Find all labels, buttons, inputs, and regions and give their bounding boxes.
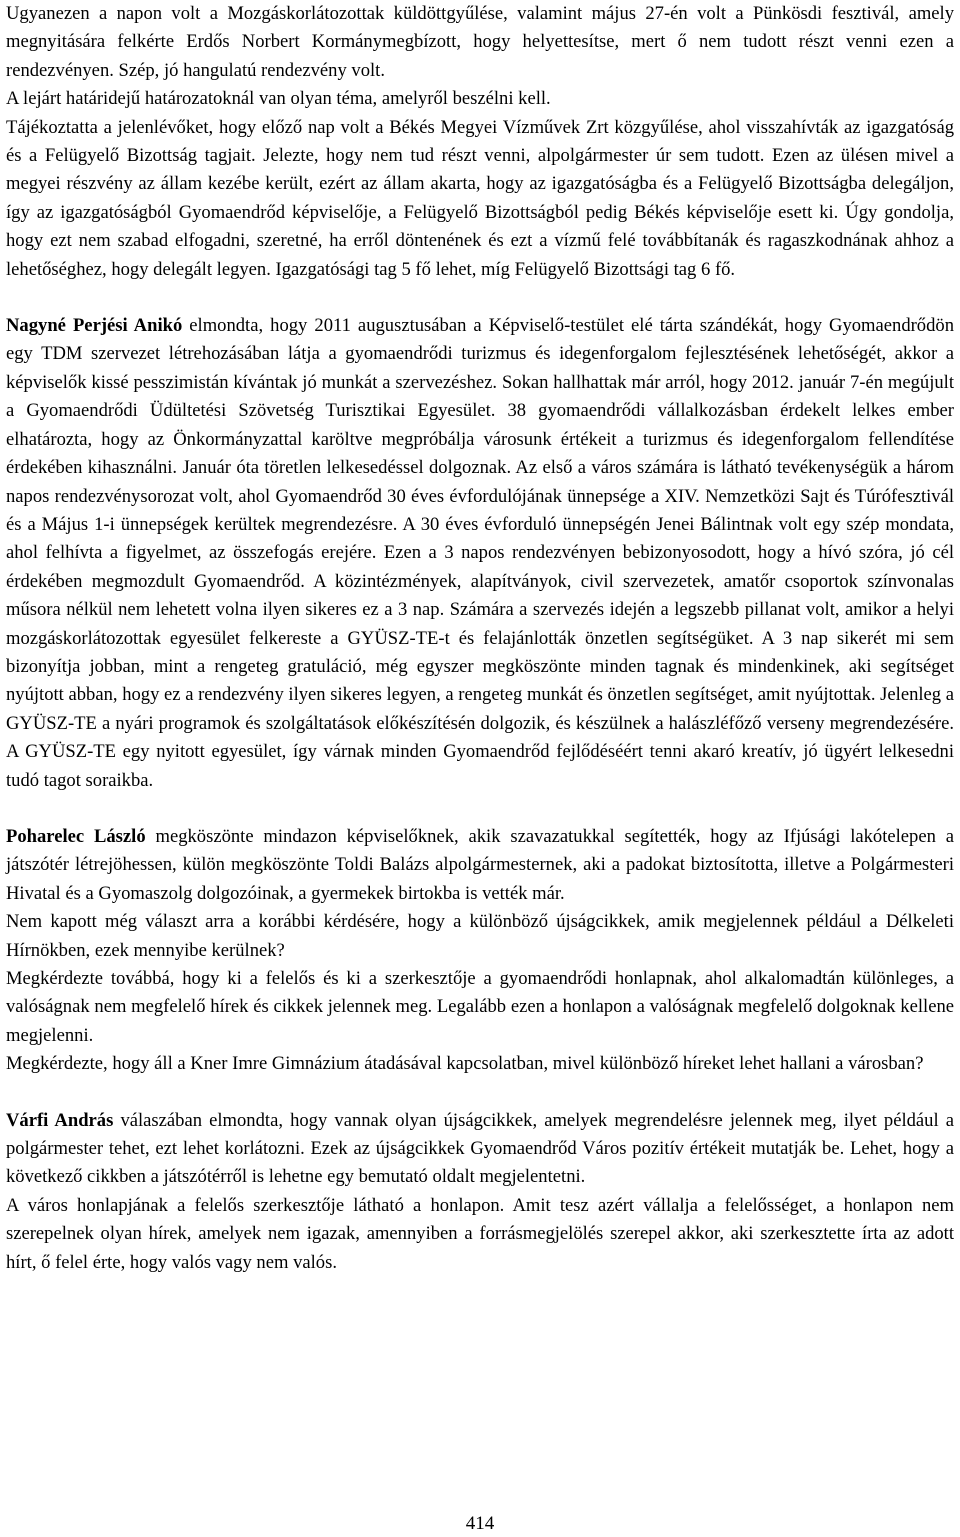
- paragraph-spacer: [6, 284, 954, 312]
- paragraph-spacer: [6, 795, 954, 823]
- paragraph-mayor-answer: [6, 1107, 954, 1192]
- paragraph-spacer: [6, 1079, 954, 1107]
- paragraph-deadlines: A lejárt határidejű határozatoknál van olyan téma, amelyről beszélni kell.: [6, 88, 551, 110]
- paragraph-gymnasium-question: Megkérdezte, hogy áll a Kner Imre Gimnázium átadásával kapcsolatban, mivel különböző híreket lehet hallani a városban?: [6, 1053, 924, 1075]
- paragraph-festival: Ugyanezen a napon volt a Mozgáskorlátozottak küldöttgyűlése, valamint május 27-én volt a Pünkösdi fesztivál, amely megnyitására felkérte Erdős Norbert Kormánymegbízott, hogy helyettesítse, mert ő nem tudott részt venni ezen a rendezvényen. Szép, jó hangulatú rendezvény volt.: [6, 3, 954, 81]
- paragraph-tourism: [6, 312, 954, 795]
- document-page: [6, 0, 954, 1277]
- paragraph-water-utility: Tájékoztatta a jelenlévőket, hogy előző nap volt a Békés Megyei Vízművek Zrt közgyűlése, ahol visszahívták az igazgatóság és a Felügyelő Bizottság tagjait. Jelezte, hogy nem tud részt venni, alpolgármester úr sem tudott. Ezen az ülésen mivel a megyei részvény az állam kezébe került, ezért az állam akarta, hogy az igazgatóságba és a Felügyelő Bizottságba delegáljon, így az igazgatóságból Gyomaendrőd képviselője, a Felügyelő Bizottságból pedig Békés képviselője esett ki. Úgy gondolja, hogy ezt nem szabad elfogadni, szeretné, ha erről döntenének és ezt a vízmű felé továbbítanák és ragaszkodnának ahhoz a lehetőséghez, hogy delegált legyen. Igazgatósági tag 5 fő lehet, míg Felügyelő Bizottsági tag 6 fő.: [6, 116, 954, 280]
- paragraph-website-editor: A város honlapjának a felelős szerkesztője látható a honlapon. Amit tesz azért vállalja a felelősséget, a honlapon nem szerepelnek olyan hírek, amelyek nem igazak, amennyiben a forrásmegjelölés szerepel akkor, aki szerkesztette írta az adott hírt, ő felel érte, hogy valós vagy nem valós.: [6, 1194, 954, 1273]
- page-number: 414: [465, 1513, 495, 1534]
- paragraph-text: elmondta, hogy 2011 augusztusában a Képviselő-testület elé tárta szándékát, hogy Gyomaendrődön egy TDM szervezet létrehozásában látja a gyomaendrődi turizmus és idegenforgalom fejlesztésének lehetőségét, akkor a képviselők kissé pesszimistán kívántak jó munkát a szervezéshez. Sokan hallhattak már arról, hogy 2012. január 7-én megújult a Gyomaendrődi Üdültetési Szövetség Turisztikai Egyesület. 38 gyomaendrődi vállalkozásban érdekelt lelkes ember elhatározta, hogy az Önkormányzattal karöltve megpróbálja városunk értékeit a turizmus és idegenforgalom fellendítése érdekében kihasználni. Január óta töretlen lelkesedéssel dolgoznak. Az első a város számára is látható tevékenységük a három napos rendezvénysorozat volt, ahol Gyomaendrőd 30 éves évfordulójának ünnepsége a XIV. Nemzetközi Sajt és Túrófesztivál és a Május 1-i ünnepségek kerültek megrendezésre. A 30 éves évforduló ünnepségén Jenei Bálintnak volt egy szép mondata, ahol felhívta a figyelmet, az összefogás erejére. Ezen a 3 napos rendezvényen bebizonyosodott, hogy a hívó szóra, jó cél érdekében megmozdult Gyomaendrőd. A közintézmények, alapítványok, civil szervezetek, amatőr csoportok színvonalas műsora nélkül nem lehetett volna ilyen sikeres ez a 3 nap. Számára a szervezés idején a legszebb pillanat volt, amikor a helyi mozgáskorlátozottak egyesület felkereste a GYÜSZ-TE-t és felajánlották önzetlen segítségüket. A 3 nap sikerét mi sem bizonyítja jobban, mint a rengeteg gratuláció, még egyszer megköszönte minden tagnak és mindenkinek, aki segítséget nyújtott abban, hogy ez a rendezvény ilyen sikeres legyen, a rengeteg munkát és önzetlen segítséget, amit nyújtottak. Jelenleg a GYÜSZ-TE a nyári programok és szolgáltatások előkészítésén dolgozik, és készülnek a halászléfőző verseny megrendezésére. A GYÜSZ-TE egy nyitott egyesület, így várnak minden Gyomaendrőd fejlődéséért tenni akaró kreatív, jó ügyért lelkesedni tudó tagot soraikba.: [6, 315, 954, 791]
- speaker-name: Nagyné Perjési Anikó: [6, 315, 183, 337]
- paragraph-newspaper-question: Nem kapott még választ arra a korábbi kérdésére, hogy a különböző újságcikkek, amik megjelennek például a Délkeleti Hírnökben, ezek mennyibe kerülnek?: [6, 911, 954, 961]
- paragraph-text: válaszában elmondta, hogy vannak olyan újságcikkek, amelyek megrendelésre jelennek meg, ilyet például a polgármester tehet, ezt lehet korlátozni. Ezek az újságcikkek Gyomaendrőd Város pozitív értékeit mutatják be. Lehet, hogy a következő cikkben a játszótérről is lehetne egy bemutató oldalt megjelentetni.: [6, 1109, 954, 1188]
- speaker-name: Várfi András: [6, 1109, 114, 1131]
- paragraph-playground: [6, 823, 954, 908]
- paragraph-text: megköszönte mindazon képviselőknek, akik szavazatukkal segítették, hogy az Ifjúsági lakótelepen a játszótér létrejöhessen, külön megköszönte Toldi Balázs alpolgármesternek, aki a padokat biztosította, illetve a Polgármesteri Hivatal és a Gyomaszolg dolgozóinak, a gyermekek birtokba is vették már.: [6, 825, 955, 904]
- speaker-name: Poharelec László: [6, 825, 146, 847]
- paragraph-website-question: Megkérdezte továbbá, hogy ki a felelős és ki a szerkesztője a gyomaendrődi honlapnak, ahol alkalomadtán különleges, a valóságnak nem megfelelő hírek és cikkek jelennek meg. Legalább ezen a honlapon a valóságnak megfelelő dolgoknak kellene megjelenni.: [6, 968, 954, 1046]
